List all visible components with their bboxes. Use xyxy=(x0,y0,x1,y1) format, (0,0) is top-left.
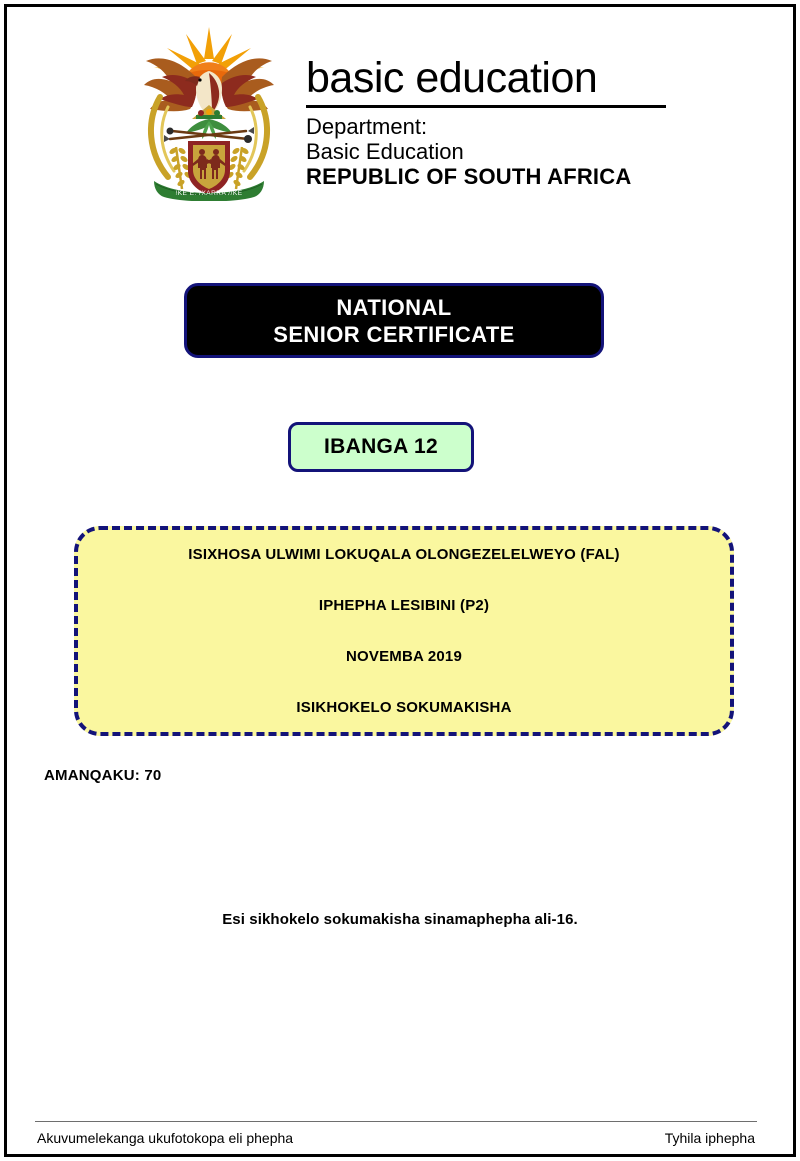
turn-over-notice: Tyhila iphepha xyxy=(664,1130,755,1146)
brand-underline xyxy=(306,105,666,108)
exam-session: NOVEMBA 2019 xyxy=(345,648,463,665)
country-name: REPUBLIC OF SOUTH AFRICA xyxy=(306,164,632,189)
total-marks: AMANQAKU: 70 xyxy=(44,767,162,784)
emblem-motto-text: !KE E: /XARRA //KE xyxy=(175,190,243,197)
document-type: ISIKHOKELO SOKUMAKISHA xyxy=(296,699,512,716)
grade-banner xyxy=(288,422,474,472)
department-label: Department: xyxy=(306,114,428,139)
subject-title: ISIXHOSA ULWIMI LOKUQALA OLONGEZELELWEYO (FAL) xyxy=(188,546,620,563)
south-african-coat-of-arms-icon xyxy=(134,21,284,201)
department-name: Basic Education xyxy=(306,139,464,164)
certificate-line-2: SENIOR CERTIFICATE xyxy=(273,321,515,347)
paper-number: IPHEPHA LESIBINI (P2) xyxy=(318,597,490,614)
document-footer xyxy=(37,1130,755,1146)
national-senior-certificate-banner xyxy=(184,283,604,358)
grade-label: IBANGA 12 xyxy=(324,435,438,458)
certificate-line-1: NATIONAL xyxy=(336,294,452,320)
copyright-notice: Akuvumelekanga ukufotokopa eli phepha xyxy=(37,1130,294,1146)
document-header xyxy=(9,21,791,211)
subject-details-box xyxy=(74,526,734,736)
footer-divider xyxy=(35,1121,757,1122)
brand-title: basic education xyxy=(306,54,598,102)
page-count-note: Esi sikhokelo sokumakisha sinamaphepha ali-16. xyxy=(222,911,578,928)
document-page xyxy=(9,9,791,1152)
department-wordmark xyxy=(306,21,666,189)
